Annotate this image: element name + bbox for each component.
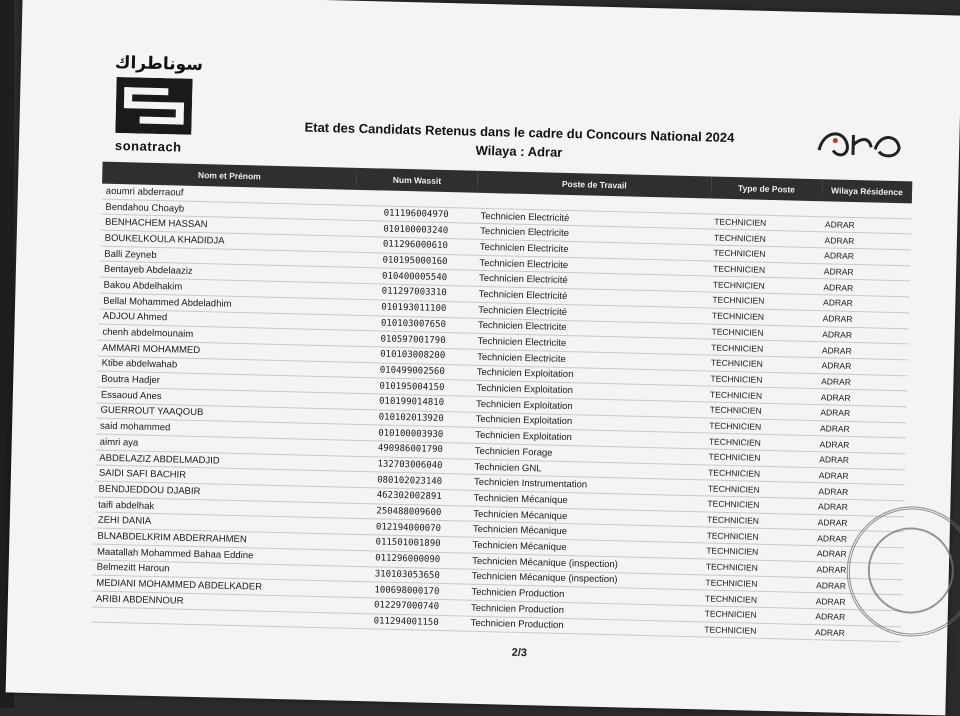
cell-wilaya: ADRAR [815, 436, 906, 454]
cell-poste: Technicien Production [467, 600, 701, 621]
col-header-name: Nom et Prénom [102, 162, 357, 190]
cell-name: Essaoud Anes [97, 387, 352, 409]
cell-type: TECHNICIEN [703, 496, 814, 514]
cell-wassit: 011196004970 [355, 205, 476, 224]
cell-poste: Technicien Mécanique (inspection) [468, 569, 702, 590]
cell-wilaya: ADRAR [817, 389, 908, 407]
cell-type: TECHNICIEN [702, 559, 813, 577]
cell-wassit: 310103053650 [347, 566, 468, 585]
cell-poste: Technicien Electricite [475, 255, 709, 276]
cell-type: TECHNICIEN [702, 527, 813, 545]
col-header-poste: Poste de Travail [477, 171, 711, 199]
cell-type: TECHNICIEN [709, 276, 820, 294]
cell-name: BOUKELKOULA KHADIDJA [101, 230, 356, 252]
cell-name: Balli Zeyneb [100, 246, 355, 268]
cell-wassit: 011501001890 [347, 534, 468, 553]
cell-poste: Technicien Electricite [476, 239, 710, 260]
cell-name: aimri aya [96, 434, 351, 456]
cell-wassit: 132703006040 [349, 456, 470, 475]
cell-name: ADJOU Ahmed [99, 309, 354, 331]
cell-wassit: 010195004150 [351, 378, 472, 397]
agency-emblem-icon [809, 120, 910, 170]
cell-poste: Technicien Electricite [473, 349, 707, 370]
cell-wassit: 010103007650 [353, 315, 474, 334]
cell-poste: Technicien Electricité [476, 208, 710, 229]
title-line-1: Etat des Candidats Retenus dans le cadre du Concours National 2024 [304, 119, 735, 146]
cell-wilaya: ADRAR [814, 514, 905, 532]
cell-poste: Technicien Mécanique [469, 522, 703, 543]
cell-name: GUERROUT YAAQOUB [96, 403, 351, 425]
cell-type: TECHNICIEN [706, 402, 817, 420]
logo-company-name: sonatrach [114, 137, 182, 155]
cell-wassit: 010195000160 [354, 252, 475, 271]
cell-wilaya: ADRAR [817, 358, 908, 376]
cell-wilaya: ADRAR [812, 561, 903, 579]
cell-type: TECHNICIEN [707, 339, 818, 357]
cell-wassit: 010199014810 [351, 393, 472, 412]
cell-type: TECHNICIEN [709, 261, 820, 279]
cell-type: TECHNICIEN [705, 433, 816, 451]
cell-poste: Technicien Exploitation [471, 412, 705, 433]
cell-wilaya: ADRAR [815, 452, 906, 470]
cell-name: Bendahou Choayb [101, 199, 356, 221]
cell-name: BENDJEDDOU DJABIR [94, 481, 349, 503]
cell-type: TECHNICIEN [704, 480, 815, 498]
cell-wassit: 100698000170 [346, 581, 467, 600]
cell-wassit: 011297003310 [354, 283, 475, 302]
cell-poste: Technicien Electricite [476, 224, 710, 245]
cell-type: TECHNICIEN [710, 229, 821, 247]
cell-wilaya: ADRAR [812, 577, 903, 595]
cell-name: Ktibe abdelwahab [97, 356, 352, 378]
cell-poste: Technicien Mécanique [470, 490, 704, 511]
cell-wilaya: ADRAR [819, 279, 910, 297]
cell-wilaya: ADRAR [815, 467, 906, 485]
cell-wassit: 010100003240 [355, 221, 476, 240]
cell-poste: Technicien Electricité [475, 286, 709, 307]
cell-type: TECHNICIEN [701, 574, 812, 592]
cell-type: TECHNICIEN [703, 512, 814, 530]
col-header-wilaya: Wilaya Résidence [822, 179, 913, 203]
cell-poste: Technicien Electricité [475, 271, 709, 292]
cell-type: TECHNICIEN [706, 371, 817, 389]
cell-type: TECHNICIEN [708, 292, 819, 310]
document-page [6, 0, 960, 715]
cell-wilaya: ADRAR [816, 420, 907, 438]
cell-poste: Technicien Instrumentation [470, 475, 704, 496]
cell-poste: Technicien Electricite [473, 333, 707, 354]
agency-logo-caption [808, 175, 908, 177]
cell-name: MEDIANI MOHAMMED ABDELKADER [92, 575, 347, 597]
cell-wilaya: ADRAR [816, 405, 907, 423]
cell-name: Bakou Abdelhakim [99, 277, 354, 299]
cell-wassit: 012194000070 [348, 519, 469, 538]
cell-wassit: 010102013920 [351, 409, 472, 428]
cell-wassit: 010499002560 [352, 362, 473, 381]
cell-wilaya: ADRAR [813, 530, 904, 548]
cell-name: Belmezitt Haroun [92, 560, 347, 582]
cell-name: ZEHI DANIA [94, 512, 349, 534]
cell-wilaya: ADRAR [811, 608, 902, 626]
cell-type: TECHNICIEN [710, 214, 821, 232]
logo-arabic-text: سوناطراك [114, 52, 204, 76]
cell-wassit: 010100003930 [350, 425, 471, 444]
cell-wilaya: ADRAR [820, 263, 911, 281]
document-title [279, 119, 760, 165]
cell-poste: Technicien Mécanique [469, 506, 703, 527]
cell-poste: Technicien Forage [471, 443, 705, 464]
cell-type: TECHNICIEN [701, 606, 812, 624]
cell-name: Bentayeb Abdelaaziz [100, 262, 355, 284]
cell-name: AMMARI MOHAMMED [98, 340, 353, 362]
cell-poste: Technicien Electricite [474, 318, 708, 339]
cell-poste: Technicien GNL [470, 459, 704, 480]
cell-wassit: 250488009600 [348, 503, 469, 522]
cell-wassit: 010400005540 [354, 268, 475, 287]
cell-type: TECHNICIEN [709, 245, 820, 263]
cell-wilaya: ADRAR [814, 499, 905, 517]
cell-wassit: 080102023140 [349, 472, 470, 491]
cell-wilaya: ADRAR [820, 232, 911, 250]
cell-wassit: 490986001790 [350, 440, 471, 459]
agency-logo [808, 120, 909, 177]
cell-type: TECHNICIEN [702, 543, 813, 561]
candidates-table [91, 162, 912, 643]
cell-poste: Technicien Electricité [474, 302, 708, 323]
stamp-inner-ring [867, 526, 955, 614]
cell-poste: Technicien Mécanique [468, 537, 702, 558]
table-body [91, 184, 911, 642]
cell-wassit: 010193011100 [353, 299, 474, 318]
col-header-type: Type de Poste [711, 177, 822, 202]
cell-poste: Technicien Production [467, 584, 701, 605]
cell-name: ARIBI ABDENNOUR [92, 591, 347, 613]
cell-name: BLNABDELKRIM ABDERRAHMEN [93, 528, 348, 550]
col-header-wassit: Num Wassit [356, 168, 477, 193]
cell-wassit: 011296000090 [347, 550, 468, 569]
cell-poste: Technicien Exploitation [473, 365, 707, 386]
cell-wassit: 462302002891 [349, 487, 470, 506]
cell-name: BENHACHEM HASSAN [101, 214, 356, 236]
cell-type: TECHNICIEN [707, 355, 818, 373]
cell-name: Boutra Hadjer [97, 371, 352, 393]
cell-type: TECHNICIEN [700, 621, 811, 639]
cell-name: Maatallah Mohammed Bahaa Eddine [93, 544, 348, 566]
cell-wilaya: ADRAR [820, 248, 911, 266]
sonatrach-mark-icon [115, 77, 192, 135]
cell-poste: Technicien Mécanique (inspection) [468, 553, 702, 574]
cell-wassit: 010597001790 [352, 330, 473, 349]
cell-wilaya: ADRAR [817, 373, 908, 391]
cell-wassit: 011294001150 [346, 613, 467, 632]
cell-poste: Technicien Production [466, 616, 700, 637]
cell-wilaya: ADRAR [814, 483, 905, 501]
cell-name: Bellal Mohammed Abdeladhim [99, 293, 354, 315]
cell-wilaya: ADRAR [819, 310, 910, 328]
cell-type: TECHNICIEN [708, 308, 819, 326]
cell-name: ABDELAZIZ ABDELMADJID [95, 450, 350, 472]
cell-wilaya: ADRAR [812, 593, 903, 611]
cell-type: TECHNICIEN [707, 323, 818, 341]
cell-type: TECHNICIEN [705, 418, 816, 436]
cell-name: chenh abdelmounaim [98, 324, 353, 346]
cell-wilaya: ADRAR [811, 624, 902, 642]
cell-type: TECHNICIEN [706, 386, 817, 404]
cell-name: said mohammed [96, 418, 351, 440]
cell-wassit: 011296000610 [355, 236, 476, 255]
cell-wilaya: ADRAR [821, 216, 912, 234]
cell-type: TECHNICIEN [704, 449, 815, 467]
cell-poste: Technicien Exploitation [471, 428, 705, 449]
cell-wilaya: ADRAR [818, 326, 909, 344]
cell-name: taifi abdelhak [94, 497, 349, 519]
cell-poste: Technicien Exploitation [472, 380, 706, 401]
cell-wilaya: ADRAR [813, 546, 904, 564]
cell-type: TECHNICIEN [704, 465, 815, 483]
title-line-2: Wilaya : Adrar [475, 142, 563, 160]
cell-wilaya: ADRAR [818, 342, 909, 360]
cell-poste: Technicien Exploitation [472, 396, 706, 417]
cell-wilaya: ADRAR [819, 295, 910, 313]
cell-name: SAIDI SAFI BACHIR [95, 465, 350, 487]
sonatrach-logo [111, 53, 203, 155]
cell-name: aoumri abderraouf [102, 184, 357, 205]
page-number: 2/3 [511, 646, 528, 660]
cell-wassit: 010103008200 [352, 346, 473, 365]
cell-wassit: 012297000740 [346, 597, 467, 616]
cell-type: TECHNICIEN [701, 590, 812, 608]
